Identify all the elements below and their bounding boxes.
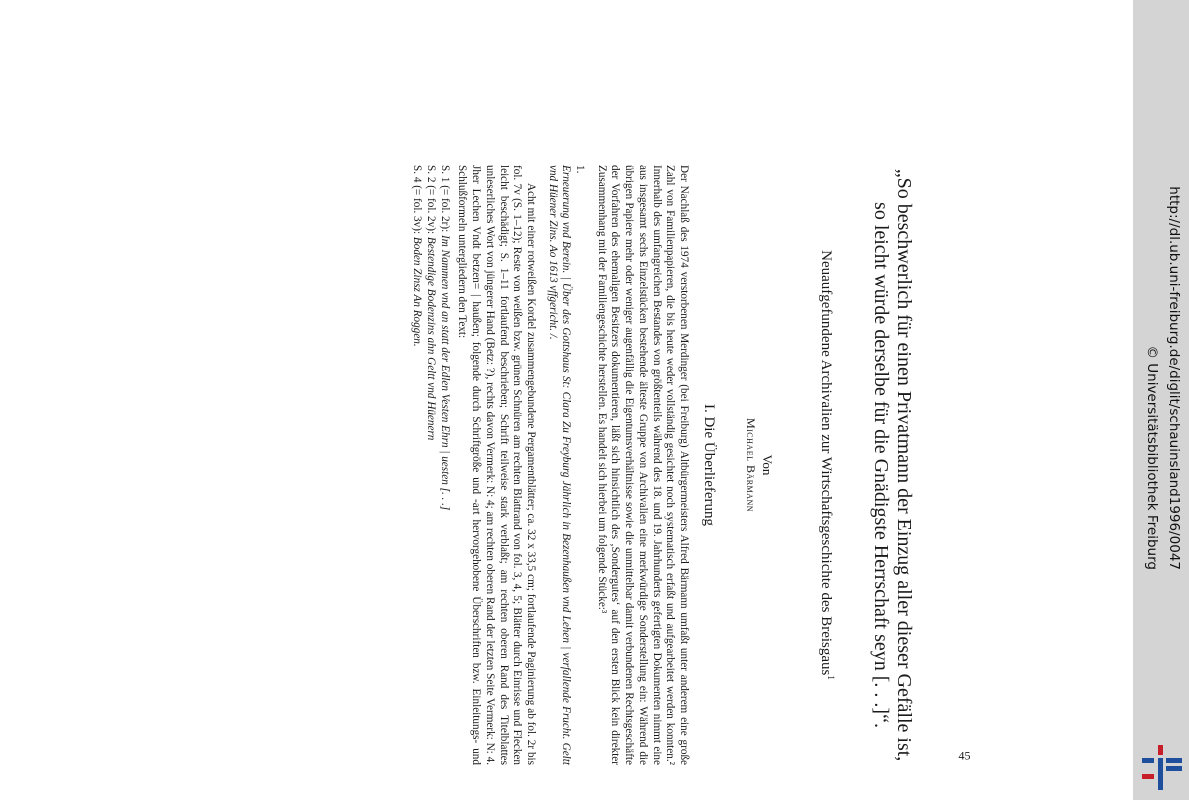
logo-blue-stem (1158, 758, 1163, 790)
paragraph-1: Der Nachlaß des 1974 verstorbenen Merdinger (bei Freiburg) Altbürgermeisters Alfred Bärmann umfaßt unter anderem eine große Zahl von Familienpapieren, die bis heute weder vollständig gesichtet noch systematisch erfaßt und aufgearbeitet werden konnten.² Innerhalb des umfangreichen Bestandes von größtenteils während des 18. und 19. Jahrhunderts gefertigten Dokumenten nimmt eine aus insgesamt sechs Einzelstücken bestehende älteste Gruppe von Archivalien eine merkwürdige Sonderstellung ein: Während die übrigen Papiere mehr oder weniger augenfällig die Eigentumsverhältnisse sowie die unmittelbar damit verbundenen Rechtsgeschäfte der Vorfahren des ehemaligen Besitzers dokumentieren, läßt sich hinsichtlich des ‚Sondergutes‘ auf den ersten Blick kein direkter Zusammenhang mit der Familiengeschichte herstellen. Es handelt sich hierbei um folgende Stücke:³ (595, 165, 690, 765)
list-item (410, 165, 424, 765)
list-text: Im Nammen vnd an statt der Edlen Vesten Ehrn | uesten [. . .] (438, 235, 451, 511)
page-number: 45 (958, 748, 971, 763)
logo-blue-right-1 (1166, 758, 1182, 763)
sidebar-text-inner (1141, 10, 1185, 570)
subtitle-text: Neuaufgefundene Archivalien zur Wirtschaftsgeschichte des Breisgaus (818, 250, 834, 676)
footnote-marker: 1 (826, 675, 836, 680)
item-title: Erneuerung vnd Berein. | Über des Gottshaus St: Clara Zu Freyburg Jährlich in Bezenhaußen vnd Lehen | verfallende Frucht. Geltt vnd Hüener Zins. Ao 1613 vffgericht. /. (546, 165, 573, 765)
list-text: Bestendige Bodenzins ahn Geltt vnd Hüenern (425, 236, 438, 441)
logo-blue-right-2 (1166, 766, 1182, 771)
article-title: „So beschwerlich für einen Privatmann der Einzug aller dieser Gefälle ist, so leicht würde derselbe für die Gnädigste Herrschaft seyn [. . .]“. (870, 168, 915, 762)
folio-list (410, 165, 451, 765)
list-item (437, 165, 451, 765)
author-name: Michael Bärmann (744, 417, 758, 513)
source-url[interactable]: http://dl.ub.uni-freiburg.de/diglit/schauinsland1996/0047 (1166, 186, 1182, 570)
paragraph-2: Acht mit einer rotweißen Kordel zusammengebundene Pergamentblätter; ca. 32 x 33,5 cm; fortlaufende Paginierung ab fol. 2r bis fol. 7v (S. 1–12); Reste von weißen bzw. grünen Schnüren am rechten Blattrand von fol. 3, 4, 5; Blätter durch Einrisse und Flecken leicht beschädigt; S. 1–11 fortlaufend beschrieben; Schrift teilweise stark verblaßt; am rechten oberen Rand des Titelblattes unleserliches Wort von jüngerer Hand (Betz: ?), rechts davon Vermerk: N: 4; am rechten oberen Rand der letzten Seite Vermerk: N: 4. Jher Lechen Vndt betzen= | haußen; folgende durch Schriftgröße und -art hervorgehobene Überschriften bzw. Einleitungs- und Schlußformeln untergliedern den Text: (456, 165, 537, 765)
list-ref: S. 2 (= fol. 2v): (425, 165, 438, 235)
list-ref: S. 1 (= fol. 2r): (438, 165, 451, 233)
item-number: 1. (574, 165, 587, 174)
body-text (410, 165, 690, 765)
logo-blue-left (1142, 758, 1154, 763)
sidebar-text (1137, 10, 1185, 570)
list-ref: S. 4 (= fol. 3v): (411, 165, 424, 235)
section-heading: I. Die Überlieferung (701, 403, 717, 527)
copyright-notice: © Universitätsbibliothek Freiburg (1144, 345, 1160, 570)
byline-von: Von (760, 454, 775, 476)
logo-red-left (1142, 774, 1154, 779)
university-logo-icon (1142, 745, 1182, 790)
article-subtitle (817, 165, 840, 765)
logo-red-top (1158, 745, 1163, 755)
list-item (423, 165, 437, 765)
rotated-page-content (235, 145, 971, 785)
list-text: Boden Zinsz An Roggen. (411, 236, 424, 347)
